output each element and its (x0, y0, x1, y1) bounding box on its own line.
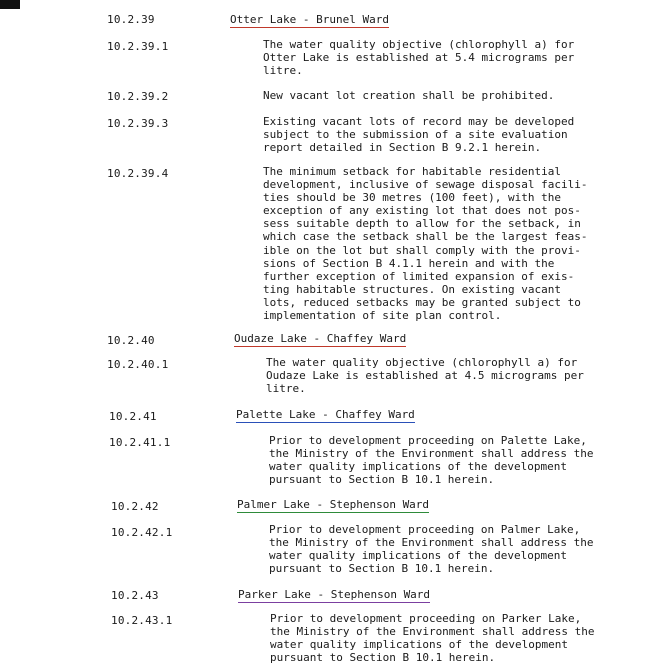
subsection-text (269, 434, 594, 486)
section-heading: Parker Lake - Stephenson Ward (238, 588, 431, 601)
text-line: pursuant to Section B 10.1 herein. (269, 562, 495, 576)
section-heading: Palmer Lake - Stephenson Ward (237, 498, 430, 511)
subsection-text (263, 38, 574, 77)
subsection-number: 10.2.39.1 (107, 40, 169, 53)
text-line: litre. (263, 64, 303, 78)
section-number: 10.2.40 (107, 334, 155, 347)
text-line: water quality implications of the development (270, 638, 569, 652)
text-line: report detailed in Section B 9.2.1 herein. (263, 141, 542, 155)
subsection-text (270, 612, 595, 664)
subsection-number: 10.2.40.1 (107, 358, 169, 371)
text-line: water quality implications of the development (269, 549, 568, 563)
section-heading: Palette Lake - Chaffey Ward (236, 408, 415, 421)
text-line: Prior to development proceeding on Parker Lake, (270, 612, 582, 625)
text-line: the Ministry of the Environment shall address the (269, 536, 594, 550)
text-line: pursuant to Section B 10.1 herein. (269, 473, 495, 487)
subsection-number: 10.2.39.4 (107, 167, 169, 180)
text-line: the Ministry of the Environment shall address the (270, 625, 595, 639)
subsection-text (263, 115, 574, 154)
text-line: implementation of site plan control. (263, 309, 502, 323)
subsection-number: 10.2.39.2 (107, 90, 169, 103)
text-line: sess suitable depth to allow for the setback, in (263, 217, 581, 231)
subsection-text (263, 165, 588, 322)
text-line: The water quality objective (chlorophyll a) for (263, 38, 575, 51)
subsection-number: 10.2.41.1 (109, 436, 171, 449)
text-line: further exception of limited expansion of exis- (263, 269, 575, 283)
subsection-text (266, 356, 584, 395)
text-line: ible on the lot but shall comply with the provi- (263, 243, 581, 257)
section-heading: Oudaze Lake - Chaffey Ward (234, 332, 407, 345)
section-number: 10.2.42 (111, 500, 159, 513)
text-line: Prior to development proceeding on Palette Lake, (269, 434, 587, 447)
text-line: lots, reduced setbacks may be granted subject to (263, 295, 581, 309)
text-line: pursuant to Section B 10.1 herein. (270, 651, 496, 665)
text-line: development, inclusive of sewage disposal facili- (263, 178, 588, 192)
section-heading: Otter Lake - Brunel Ward (230, 13, 389, 26)
subsection-number: 10.2.43.1 (111, 614, 173, 627)
subsection-text (269, 523, 594, 575)
text-line: exception of any existing lot that does not pos- (263, 204, 581, 218)
subsection-text (263, 89, 554, 102)
text-line: ties should be 30 metres (100 feet), with the (263, 191, 562, 205)
section-number: 10.2.41 (109, 410, 157, 423)
text-line: Otter Lake is established at 5.4 micrograms per (263, 51, 575, 65)
text-line: The minimum setback for habitable residential (263, 165, 562, 178)
text-line: subject to the submission of a site evaluation (263, 128, 568, 142)
scan-corner-mark (0, 0, 20, 9)
text-line: sions of Section B 4.1.1 herein and with the (263, 256, 555, 270)
text-line: Prior to development proceeding on Palmer Lake, (269, 523, 581, 536)
section-number: 10.2.39 (107, 13, 155, 26)
text-line: the Ministry of the Environment shall address the (269, 447, 594, 461)
section-number: 10.2.43 (111, 589, 159, 602)
subsection-number: 10.2.42.1 (111, 526, 173, 539)
subsection-number: 10.2.39.3 (107, 117, 169, 130)
text-line: litre. (266, 382, 306, 396)
text-line: Oudaze Lake is established at 4.5 micrograms per (266, 369, 584, 383)
text-line: Existing vacant lots of record may be developed (263, 115, 575, 128)
text-line: The water quality objective (chlorophyll a) for (266, 356, 578, 369)
text-line: which case the setback shall be the largest feas- (263, 230, 588, 244)
text-line: ting habitable structures. On existing vacant (263, 282, 562, 296)
text-line: water quality implications of the development (269, 460, 568, 474)
text-line: New vacant lot creation shall be prohibited. (263, 89, 555, 102)
